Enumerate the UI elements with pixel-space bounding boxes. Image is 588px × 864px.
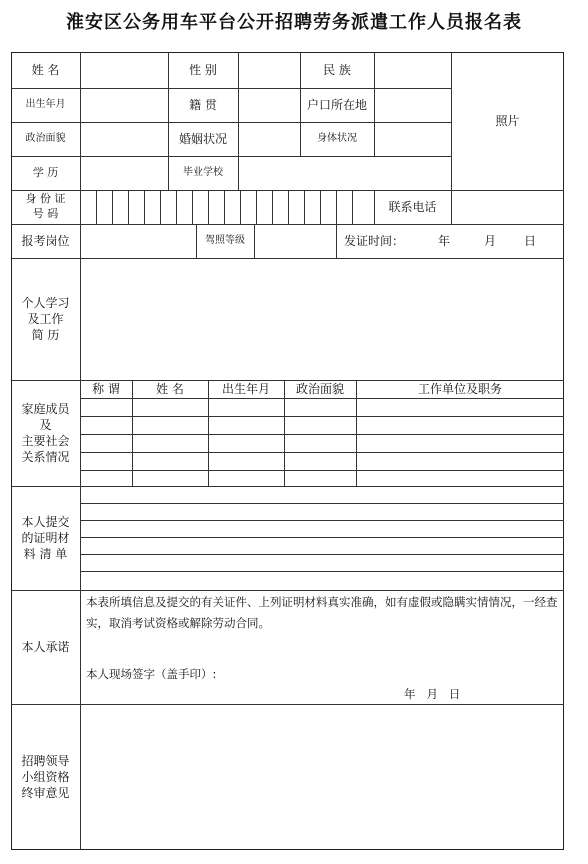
family-row-divider (80, 470, 564, 471)
materials-row-divider (80, 537, 564, 538)
family-header-relation: 称 谓 (92, 381, 120, 396)
school-label: 毕业学校 (183, 167, 223, 179)
id-digit-divider (240, 190, 241, 224)
column-divider (374, 52, 375, 156)
family-row-divider (80, 416, 564, 417)
review-label: 招聘领导 小组资格 终审意见 (21, 753, 70, 801)
name-label: 姓 名 (31, 62, 60, 77)
row-divider (11, 258, 564, 259)
gender-label: 性 别 (189, 62, 217, 77)
hukou-label: 户口所在地 (306, 97, 367, 112)
id-digit-divider (272, 190, 273, 224)
health-label: 身体状况 (317, 133, 357, 145)
id-digit-divider (352, 190, 353, 224)
pledge-text: 本表所填信息及提交的有关证件、上列证明材料真实准确，如有虚假或隐瞒实情情况，一经查实，取消考试资格或解除劳动合同。 (86, 595, 558, 630)
family-header-work: 工作单位及职务 (417, 381, 502, 396)
license-day-label: 日 (523, 233, 536, 248)
materials-label: 本人提交 的证明材 料 清 单 (21, 514, 70, 562)
id-digit-divider (208, 190, 209, 224)
form-title: 淮安区公务用车平台公开招聘劳务派遣工作人员报名表 (66, 12, 522, 33)
column-divider (238, 52, 239, 156)
birth-label: 出生年月 (25, 99, 66, 111)
column-divider (80, 52, 81, 850)
phone-label: 联系电话 (388, 199, 437, 214)
id-digit-divider (304, 190, 305, 224)
political-label: 政治面貌 (25, 133, 66, 145)
id-digit-divider (224, 190, 225, 224)
id-digit-divider (128, 190, 129, 224)
id-digit-divider (112, 190, 113, 224)
native-place-label: 籍 贯 (189, 97, 217, 112)
license-class-label: 驾照等级 (205, 235, 245, 247)
id-digit-divider (336, 190, 337, 224)
materials-row-divider (80, 503, 564, 504)
marital-label: 婚姻状况 (178, 131, 227, 146)
family-label: 家庭成员 及 主要社会 关系情况 (21, 401, 70, 465)
id-number-label: 身 份 证 号 码 (25, 192, 66, 220)
column-divider (238, 156, 239, 190)
family-header-political: 政治面貌 (295, 381, 344, 396)
materials-row-divider (80, 571, 564, 572)
family-row-divider (80, 434, 564, 435)
id-digit-divider (96, 190, 97, 224)
license-date-label: 发证时间： (343, 233, 404, 248)
materials-row-divider (80, 520, 564, 521)
ethnicity-label: 民 族 (323, 62, 351, 77)
row-divider (11, 486, 564, 487)
id-digit-divider (144, 190, 145, 224)
row-divider (11, 590, 564, 591)
family-row-divider (80, 452, 564, 453)
education-label: 学 历 (32, 165, 59, 179)
materials-row-divider (80, 554, 564, 555)
family-header-name: 姓 名 (156, 381, 184, 396)
license-year-label: 年 (437, 233, 450, 248)
id-digit-divider (176, 190, 177, 224)
id-digit-divider (192, 190, 193, 224)
id-digit-divider (160, 190, 161, 224)
resume-label: 个人学习 及工作 简 历 (21, 295, 70, 343)
id-digit-divider (256, 190, 257, 224)
column-divider (254, 224, 255, 258)
family-header-birth: 出生年月 (221, 381, 270, 396)
id-digit-divider (288, 190, 289, 224)
pledge-date: 年 月 日 (404, 687, 461, 701)
pledge-label: 本人承诺 (21, 639, 70, 654)
license-month-label: 月 (483, 233, 496, 248)
id-digit-divider (320, 190, 321, 224)
pledge-signature: 本人现场签字（盖手印）: (86, 667, 217, 681)
position-label: 报考岗位 (21, 233, 70, 248)
photo-label: 照片 (495, 113, 520, 128)
family-row-divider (80, 398, 564, 399)
